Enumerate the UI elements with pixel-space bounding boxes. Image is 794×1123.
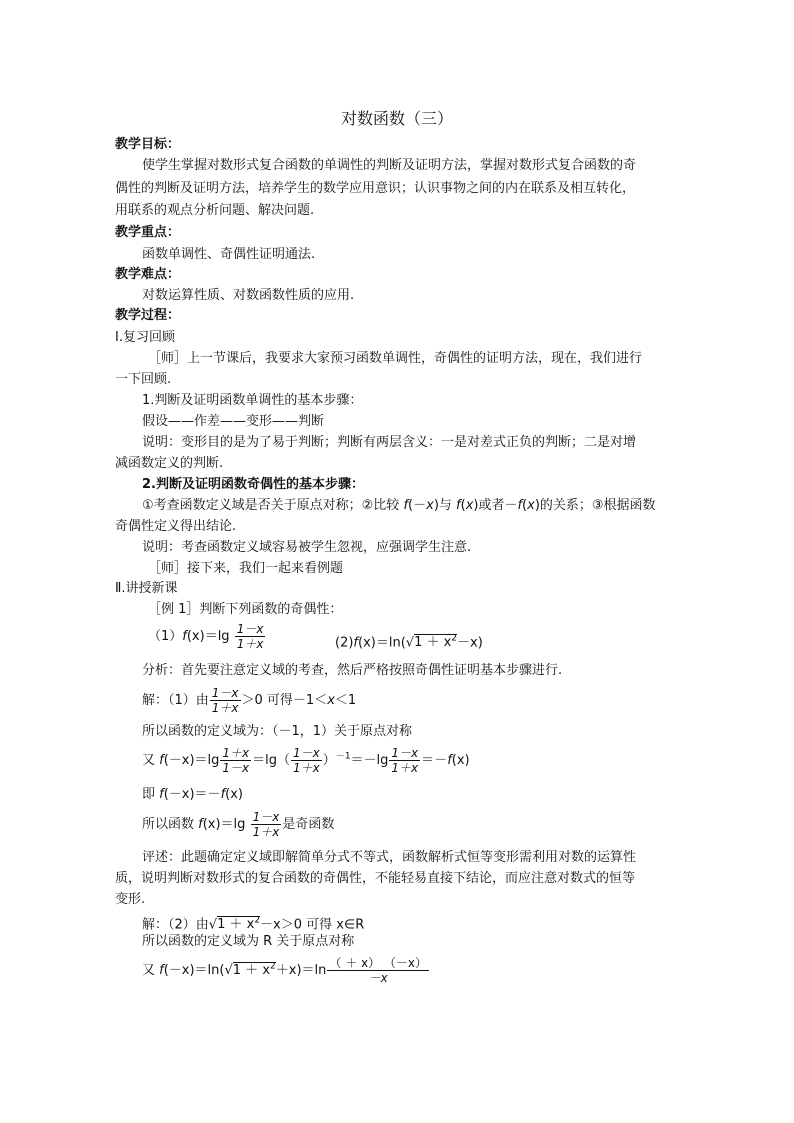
comment-line-2: 质，说明判断对数形式的复合函数的奇偶性，不能轻易直接下结论，而应注意对数式的恒等 bbox=[115, 871, 636, 886]
new-lesson-heading: Ⅱ.讲授新课 bbox=[115, 581, 178, 596]
review-line-1: ［师］上一节课后，我要求大家预习函数单调性，奇偶性的证明方法，现在，我们进行 bbox=[148, 351, 643, 366]
domain-2: 所以函数的定义域为 R 关于原点对称 bbox=[142, 934, 355, 949]
goal-line-1: 使学生掌握对数形式复合函数的单调性的判断及证明方法，掌握对数形式复合函数的奇 bbox=[142, 158, 637, 173]
domain-1: 所以函数的定义域为：（－1，1）关于原点对称 bbox=[142, 724, 413, 739]
process-heading: 教学过程： bbox=[115, 308, 181, 323]
page-title: 对数函数（三） bbox=[340, 109, 453, 128]
review-heading: Ⅰ.复习回顾 bbox=[115, 330, 175, 345]
monotonic-note-1: 说明：变形目的是为了易于判断；判断有两层含义：一是对差式正负的判断；二是对增 bbox=[142, 435, 637, 450]
difficulty-text: 对数运算性质、对数函数性质的应用. bbox=[142, 288, 355, 303]
fraction: $\frac{( + x) (-x)}{-x}$ bbox=[329, 956, 428, 985]
fraction: $\frac{1-x}{1+x}$ bbox=[293, 746, 320, 775]
fraction: $\frac{1-x}{1+x}$ bbox=[211, 686, 239, 715]
example-1-question-2: $(2)f(x)=\ln(√1 + x^2-x)$ bbox=[335, 634, 483, 651]
comment-line-3: 变形. bbox=[115, 892, 146, 907]
parity-heading: 2.判断及证明函数奇偶性的基本步骤： bbox=[142, 477, 364, 492]
goal-line-3: 用联系的观点分析问题、解决问题. bbox=[115, 203, 315, 218]
fraction: $\frac{1-x}{1+x}$ bbox=[252, 810, 280, 839]
therefore-line: 即 f(－x)＝－f(x) bbox=[142, 787, 243, 802]
fraction: $\frac{1-x}{1+x}$ bbox=[391, 746, 419, 775]
goal-heading: 教学目标： bbox=[115, 137, 181, 152]
monotonic-note-2: 减函数定义的判断. bbox=[115, 456, 224, 471]
final-calculation: 又 $f(-x)=\ln(√1 + x^2+x)=\ln$ $\frac{( + x) (-x)}{-x}$ bbox=[142, 956, 428, 985]
monotonic-heading: 1.判断及证明函数单调性的基本步骤： bbox=[142, 393, 363, 408]
difficulty-heading: 教学难点： bbox=[115, 267, 181, 282]
solution-1: 解：（1）由 $\frac{1-x}{1+x}$ ＞0 可得－1＜x＜1 bbox=[142, 686, 357, 715]
solution-2: 解：（2）由$√1 + x^2-x>0$ 可得 x∈R bbox=[142, 916, 365, 933]
parity-line-2: 奇偶性定义得出结论. bbox=[115, 519, 237, 534]
review-line-2: 一下回顾. bbox=[115, 372, 172, 387]
comment-line-1: 评述：此题确定定义域即解简单分式不等式，函数解析式恒等变形需利用对数的运算性 bbox=[142, 850, 637, 865]
parity-line-1: ①考查函数定义域是否关于原点对称；②比较 f(－x)与 f(x)或者－f(x)的关系；③根据函数 bbox=[142, 498, 656, 513]
goal-line-2: 偶性的判断及证明方法，培养学生的数学应用意识；认识事物之间的内在联系及相互转化， bbox=[115, 181, 636, 196]
key-text: 函数单调性、奇偶性证明通法. bbox=[142, 247, 316, 262]
conclusion-1: 所以函数 f(x)＝lg $\frac{1-x}{1+x}$ 是奇函数 bbox=[142, 810, 335, 839]
parity-note: 说明：考查函数定义域容易被学生忽视，应强调学生注意. bbox=[142, 540, 472, 555]
teacher-next: ［师］接下来，我们一起来看例题 bbox=[148, 561, 344, 576]
key-heading: 教学重点： bbox=[115, 225, 181, 240]
monotonic-steps: 假设——作差——变形——判断 bbox=[142, 414, 325, 429]
calculation-line: 又 f(－x)＝lg $\frac{1+x}{1-x}$ ＝lg（ $\frac{1-x}{1+x}$ ）$^{-1}$＝－lg $\frac{1-x}{1+x}$ ＝－f(x) bbox=[142, 746, 470, 775]
fraction: $\frac{1+x}{1-x}$ bbox=[222, 746, 250, 775]
fraction: $\frac{1-x}{1+x}$ bbox=[236, 622, 264, 651]
example-1-question-1: （1）f(x)＝lg $\frac{1-x}{1+x}$ bbox=[148, 622, 264, 651]
example-1-heading: ［例 1］判断下列函数的奇偶性： bbox=[148, 602, 343, 617]
analysis-text: 分析：首先要注意定义域的考查，然后严格按照奇偶性证明基本步骤进行. bbox=[142, 663, 563, 678]
